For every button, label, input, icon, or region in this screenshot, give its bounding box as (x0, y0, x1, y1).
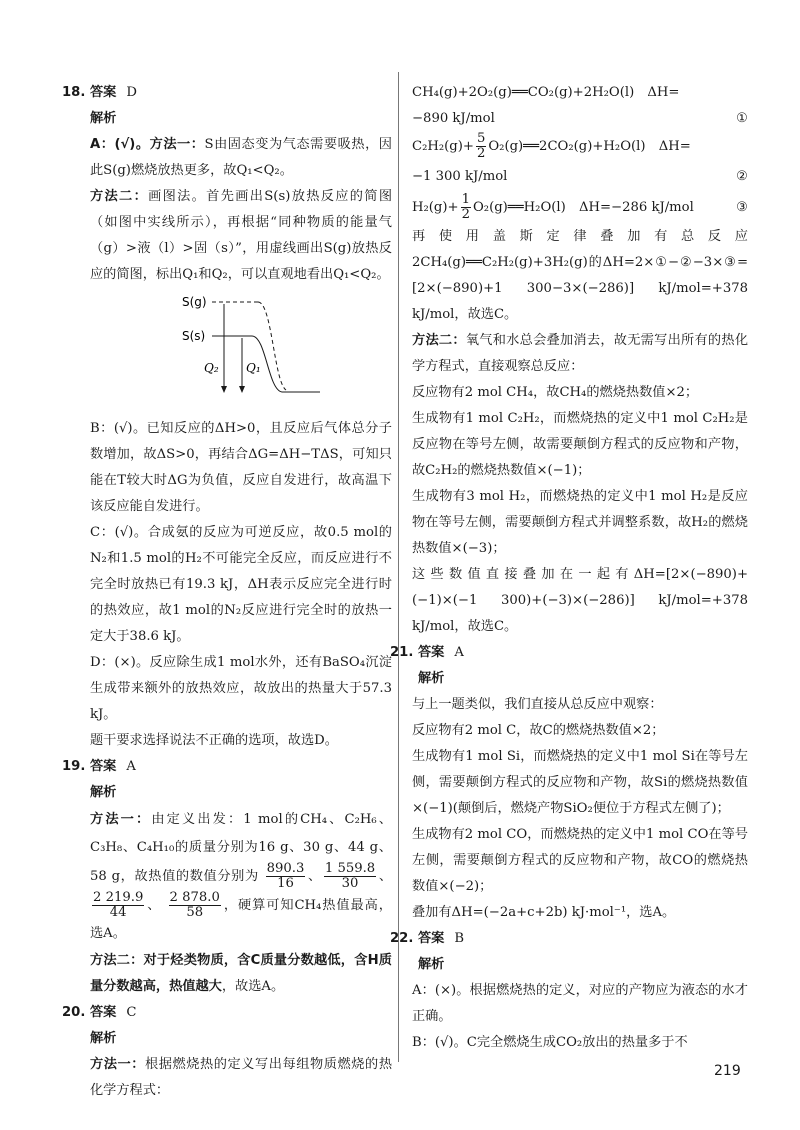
q22-analysis-label: 解析 (418, 957, 445, 972)
right-column (390, 80, 749, 1056)
q18-method-2: 方法二：画图法。首先画出S(s)放热反应的简图（如图中实线所示），再根据“同种物质的能量气（g）>液（l）>固（s）”，用虚线画出S(g)放热反应的简图，标出Q₁和Q₂，可以直观地看出Q₁<Q₂。 (90, 189, 393, 282)
equation-1: CH₄(g)+2O₂(g)══CO₂(g)+2H₂O(l) ΔH= −890 kJ/mol ① (412, 85, 748, 126)
q20-step-2: 生成物有1 mol C₂H₂，而燃烧热的定义中1 mol C₂H₂是反应物在等号左侧，故需要颠倒方程式的反应物和产物，故C₂H₂的燃烧热数值×(−1)； (412, 411, 748, 478)
ss-solid-curve (252, 336, 320, 392)
page-number: 219 (714, 1063, 741, 1079)
q18-conclusion: 题干要求选择说法不正确的选项，故选D。 (90, 733, 338, 748)
q20-method-2: 方法二：氧气和水总会叠加消去，故无需写出所有的热化学方程式，直接观察总反应： (412, 333, 749, 374)
q18-option-b: B：(√)。已知反应的ΔH>0，且反应后气体总分子数增加，故ΔS>0，再结合ΔG=ΔH−TΔS，可知只能在T较大时ΔG为负值，反应自发进行，故高温下该反应能自发进行。 (90, 421, 392, 514)
q20-analysis-label: 解析 (90, 1031, 117, 1046)
q20-method-1: 方法一：根据燃烧热的定义写出每组物质燃烧的热化学方程式： (90, 1057, 393, 1098)
q22-header: 22. 答案 B (390, 931, 465, 946)
q22-option-a: A：(×)。根据燃烧热的定义，对应的产物应为液态的水才正确。 (412, 983, 748, 1024)
q18-option-d: D：(×)。反应除生成1 mol水外，还有BaSO₄沉淀生成带来额外的放热效应，故放出的热量大于57.3 kJ。 (90, 655, 392, 722)
q2-arrowhead (221, 386, 227, 393)
equation-2: C₂H₂(g)+ $\frac{5}{2}$ O₂(g)══2CO₂(g)+H₂O(l) ΔH= −1 300 kJ/mol ② (412, 131, 748, 184)
equation-3: H₂(g)+ $\frac{1}{2}$ O₂(g)══H₂O(l) ΔH=−286 kJ/mol ③ (412, 192, 748, 222)
q18-option-c: C：(√)。合成氨的反应为可逆反应，故0.5 mol的N₂和1.5 mol的H₂不可能完全反应，而反应进行不完全时放热已有19.3 kJ，ΔH表示反应完全进行时的热效应，故1 mol的N₂反应进行完全时的放热一定大于38.6 kJ。 (90, 525, 392, 644)
label-q2: Q₂ (204, 361, 219, 375)
q18-option-a: A：(√)。方法一：S由固态变为气态需要吸热，因此S(g)燃烧放热更多，故Q₁<Q₂。 (90, 137, 392, 178)
q19-method-2: 方法二：对于烃类物质，含C质量分数越低，含H质量分数越高，热值越大，故选A。 (90, 953, 392, 994)
q21-header: 21. 答案 A (390, 645, 464, 660)
q20-step-4: 这些数值直接叠加在一起有ΔH=[2×(−890)+(−1)×(−1 300)+(−3)×(−286)] kJ/mol=+378 kJ/mol，故选C。 (412, 567, 748, 634)
q20-step-1: 反应物有2 mol CH₄，故CH₄的燃烧热数值×2； (412, 385, 699, 400)
q21-analysis-label: 解析 (418, 671, 445, 686)
q1-arrowhead (239, 386, 245, 393)
q22-option-b: B：(√)。C完全燃烧生成CO₂放出的热量多于不 (412, 1035, 688, 1050)
left-column (62, 80, 392, 1104)
q21-line-5: 叠加有ΔH=(−2a+c+2b) kJ·mol⁻¹，选A。 (412, 905, 676, 920)
q19-header: 19. 答案 A (62, 759, 136, 774)
q18-header: 18. 答案 D (62, 85, 137, 100)
column-divider (398, 72, 399, 1062)
energy-diagram (90, 292, 350, 402)
q20-header: 20. 答案 C (62, 1005, 137, 1020)
q21-line-4: 生成物有2 mol CO，而燃烧热的定义中1 mol CO在等号左侧，需要颠倒方程式的反应物和产物，故CO的燃烧热数值×(−2)； (412, 827, 748, 894)
label-sg: S(g) (182, 295, 207, 309)
q19-method-1: 方法一：由定义出发：1 mol的CH₄、C₂H₆、C₃H₈、C₄H₁₀的质量分别为16 g、30 g、44 g、58 g，故热值的数值分别为 $\frac{890.3}{16}$ 、 $\frac{1 559.8}{30}$ 、 $\frac{2 219.9}{44}$ 、 $\frac{2 878.0}{58}$ ，硬算可知CH₄热值最高，选A。 (90, 812, 393, 941)
q18-analysis-label: 解析 (90, 111, 117, 126)
q21-line-2: 反应物有2 mol C，故C的燃烧热数值×2； (412, 723, 665, 738)
sg-dashed-curve (258, 302, 286, 390)
q21-line-1: 与上一题类似，我们直接从总反应中观察： (412, 697, 663, 712)
q20-step-3: 生成物有3 mol H₂，而燃烧热的定义中1 mol H₂是反应物在等号左侧，需要颠倒方程式并调整系数，故H₂的燃烧热数值×(−3)； (412, 489, 748, 556)
label-q1: Q₁ (246, 361, 261, 375)
q21-line-3: 生成物有1 mol Si，而燃烧热的定义中1 mol Si在等号左侧，需要颠倒方程式的反应物和产物，故Si的燃烧热数值×(−1)(颠倒后，燃烧产物SiO₂便位于方程式左侧了)； (412, 749, 748, 816)
hess-law-text: 再使用盖斯定律叠加有总反应2CH₄(g)══C₂H₂(g)+3H₂(g)的ΔH=2×①−②−3×③=[2×(−890)+1 300−3×(−286)] kJ/mol=+378 kJ/mol，故选C。 (412, 229, 748, 322)
label-ss: S(s) (182, 329, 206, 343)
q19-analysis-label: 解析 (90, 785, 117, 800)
